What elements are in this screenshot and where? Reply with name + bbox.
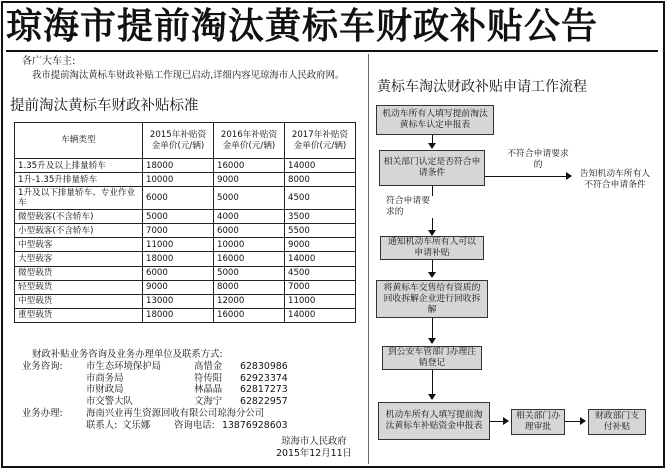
signer-block xyxy=(264,436,364,460)
subsidy-value-cell: 6000 xyxy=(143,266,214,280)
subsidy-value-cell: 13000 xyxy=(143,294,214,308)
contact-name: 高惜金 xyxy=(194,360,223,372)
vehicle-type-cell: 微型载客(不含轿车) xyxy=(15,210,143,224)
table-header-cell: 2016年补贴资金单价(元/辆) xyxy=(214,123,285,159)
contact-unit: 市生态环境保护局 xyxy=(86,360,162,372)
handle-phone: 13876928603 xyxy=(222,419,288,431)
table-row xyxy=(15,308,356,322)
handle-contact-row xyxy=(22,420,362,432)
flow-step-eligibility-check: 相关部门认定是否符合申请条件 xyxy=(379,150,485,186)
flow-connector xyxy=(565,421,581,422)
contact-name: 文海宁 xyxy=(194,396,223,408)
subsidy-value-cell: 7000 xyxy=(285,280,356,294)
flow-step-approval: 相关部门办理审批 xyxy=(511,409,565,435)
handle-phone-label: 咨询电话: xyxy=(174,419,215,431)
vehicle-type-cell: 1.35升及以上排量轿车 xyxy=(15,159,143,173)
subsidy-value-cell: 10000 xyxy=(214,238,285,252)
subsidy-value-cell: 7000 xyxy=(143,224,214,238)
subsidy-value-cell: 16000 xyxy=(214,252,285,266)
subsidy-value-cell: 8000 xyxy=(285,173,356,187)
contact-row xyxy=(22,396,362,408)
contact-phone: 62923374 xyxy=(240,372,288,384)
table-row xyxy=(15,210,356,224)
arrow-down-icon xyxy=(428,394,436,400)
contact-row xyxy=(22,361,362,373)
arrow-right-icon xyxy=(580,417,586,425)
subsidy-value-cell: 4500 xyxy=(285,266,356,280)
standard-title: 提前淘汰黄标车财政补贴标准 xyxy=(10,98,199,114)
vehicle-type-cell: 1升-1.35升排量轿车 xyxy=(15,173,143,187)
arrow-right-icon xyxy=(566,172,572,180)
subsidy-value-cell: 18000 xyxy=(143,159,214,173)
handle-row xyxy=(22,408,362,420)
table-row xyxy=(15,294,356,308)
subsidy-value-cell: 9000 xyxy=(143,280,214,294)
arrow-down-icon xyxy=(428,272,436,278)
table-row xyxy=(15,173,356,187)
subsidy-value-cell: 14000 xyxy=(285,159,356,173)
subsidy-value-cell: 16000 xyxy=(214,308,285,322)
subsidy-standard-table xyxy=(14,122,356,323)
arrow-right-icon xyxy=(503,417,509,425)
subsidy-value-cell: 4000 xyxy=(214,210,285,224)
vehicle-type-cell: 微型载货 xyxy=(15,266,143,280)
headline-rule xyxy=(6,50,658,52)
intro-text: 我市提前淘汰黄标车财政补贴工作现已启动,详细内容见琼海市人民政府网。 xyxy=(32,70,345,81)
vehicle-type-cell: 中型载客 xyxy=(15,238,143,252)
table-row xyxy=(15,252,356,266)
vehicle-type-cell: 中型载货 xyxy=(15,294,143,308)
subsidy-value-cell: 6000 xyxy=(214,224,285,238)
arrow-down-icon xyxy=(428,143,436,149)
contact-row xyxy=(22,384,362,396)
flow-step-dismantle: 将黄标车交售给有资质的回收拆解企业进行回收拆解 xyxy=(376,280,488,318)
table-header-row xyxy=(15,123,356,159)
column-divider xyxy=(368,54,369,464)
table-row xyxy=(15,187,356,210)
subsidy-value-cell: 12000 xyxy=(214,294,285,308)
table-header-cell: 车辆类型 xyxy=(15,123,143,159)
subsidy-value-cell: 14000 xyxy=(285,252,356,266)
subsidy-value-cell: 18000 xyxy=(143,308,214,322)
subsidy-value-cell: 11000 xyxy=(285,294,356,308)
contact-name: 林晶晶 xyxy=(194,384,223,396)
subsidy-value-cell: 8000 xyxy=(214,280,285,294)
contacts-heading xyxy=(22,349,362,361)
subsidy-value-cell: 18000 xyxy=(143,252,214,266)
subsidy-value-cell: 5000 xyxy=(214,187,285,210)
contact-unit: 市交警大队 xyxy=(86,396,133,408)
subsidy-value-cell: 10000 xyxy=(143,173,214,187)
subsidy-value-cell: 5000 xyxy=(214,266,285,280)
flow-connector xyxy=(432,318,433,340)
table-header-cell: 2015年补贴资金单价(元/辆) xyxy=(143,123,214,159)
subsidy-value-cell: 11000 xyxy=(143,238,214,252)
notice-headline: 琼海市提前淘汰黄标车财政补贴公告 xyxy=(6,6,599,47)
contacts-block xyxy=(22,349,362,432)
vehicle-type-cell: 大型载客 xyxy=(15,252,143,266)
flow-connector xyxy=(490,421,504,422)
flow-title: 黄标车淘汰财政补贴申请工作流程 xyxy=(377,79,587,95)
subsidy-value-cell: 5500 xyxy=(285,224,356,238)
intro-paragraph xyxy=(10,70,365,82)
flow-step-payment: 财政部门支付补贴 xyxy=(588,409,646,435)
handle-contact-label: 联系人: xyxy=(86,419,118,431)
greeting: 各广大车主: xyxy=(22,56,76,67)
handle-unit: 海南兴业再生资源回收有限公司琼海分公司 xyxy=(86,407,265,419)
flow-step-subsidy-form: 机动车所有人填写提前淘汰黄标车补贴资金申报表 xyxy=(378,402,490,440)
handle-label: 业务办理: xyxy=(22,407,63,419)
contacts-heading-text: 财政补贴业务咨询及业务办理单位及联系方式: xyxy=(32,349,223,360)
contact-name: 符传阳 xyxy=(194,372,223,384)
flow-connector xyxy=(485,176,567,177)
flow-label-eligible: 符合申请要求的 xyxy=(386,196,436,218)
signer-org: 琼海市人民政府 xyxy=(281,436,347,447)
subsidy-value-cell: 5000 xyxy=(143,210,214,224)
subsidy-value-cell: 16000 xyxy=(214,159,285,173)
subsidy-value-cell: 3500 xyxy=(285,210,356,224)
arrow-down-icon xyxy=(428,338,436,344)
flow-connector xyxy=(432,370,433,396)
contact-phone: 62817273 xyxy=(240,384,288,396)
flow-step-notify-ineligible: 告知机动车所有人不符合申请条件 xyxy=(574,159,656,201)
flow-step-apply-form: 机动车所有人填写提前淘汰黄标车认定申报表 xyxy=(376,105,494,135)
flow-step-notify-eligible: 通知机动车所有人可以申请补贴 xyxy=(380,236,484,260)
flow-label-not-eligible xyxy=(506,149,570,171)
vehicle-type-cell: 1升及以下排量轿车、专业作业车 xyxy=(15,187,143,210)
contact-phone: 62822957 xyxy=(240,396,288,408)
table-row xyxy=(15,280,356,294)
flow-step-deregister: 到公安车管部门办理注销登记 xyxy=(382,346,482,370)
handle-contact-name: 文乐娜 xyxy=(122,419,151,431)
subsidy-value-cell: 4500 xyxy=(285,187,356,210)
contact-row xyxy=(22,373,362,385)
table-row xyxy=(15,224,356,238)
vehicle-type-cell: 重型载货 xyxy=(15,308,143,322)
contact-unit: 市财政局 xyxy=(86,384,124,396)
consult-label: 业务咨询: xyxy=(22,360,63,372)
vehicle-type-cell: 轻型载货 xyxy=(15,280,143,294)
subsidy-value-cell: 9000 xyxy=(214,173,285,187)
contact-unit: 市商务局 xyxy=(86,372,124,384)
subsidy-value-cell: 9000 xyxy=(285,238,356,252)
flow-label-not-eligible-text: 不符合申请要求的 xyxy=(507,149,569,170)
table-header-cell: 2017年补贴资金单价(元/辆) xyxy=(285,123,356,159)
contact-phone: 62830986 xyxy=(240,360,288,372)
table-row xyxy=(15,266,356,280)
table-row xyxy=(15,238,356,252)
signer-date: 2015年12月11日 xyxy=(276,448,352,459)
subsidy-value-cell: 6000 xyxy=(143,187,214,210)
subsidy-value-cell: 14000 xyxy=(285,308,356,322)
table-row xyxy=(15,159,356,173)
vehicle-type-cell: 小型载客(不含轿车) xyxy=(15,224,143,238)
